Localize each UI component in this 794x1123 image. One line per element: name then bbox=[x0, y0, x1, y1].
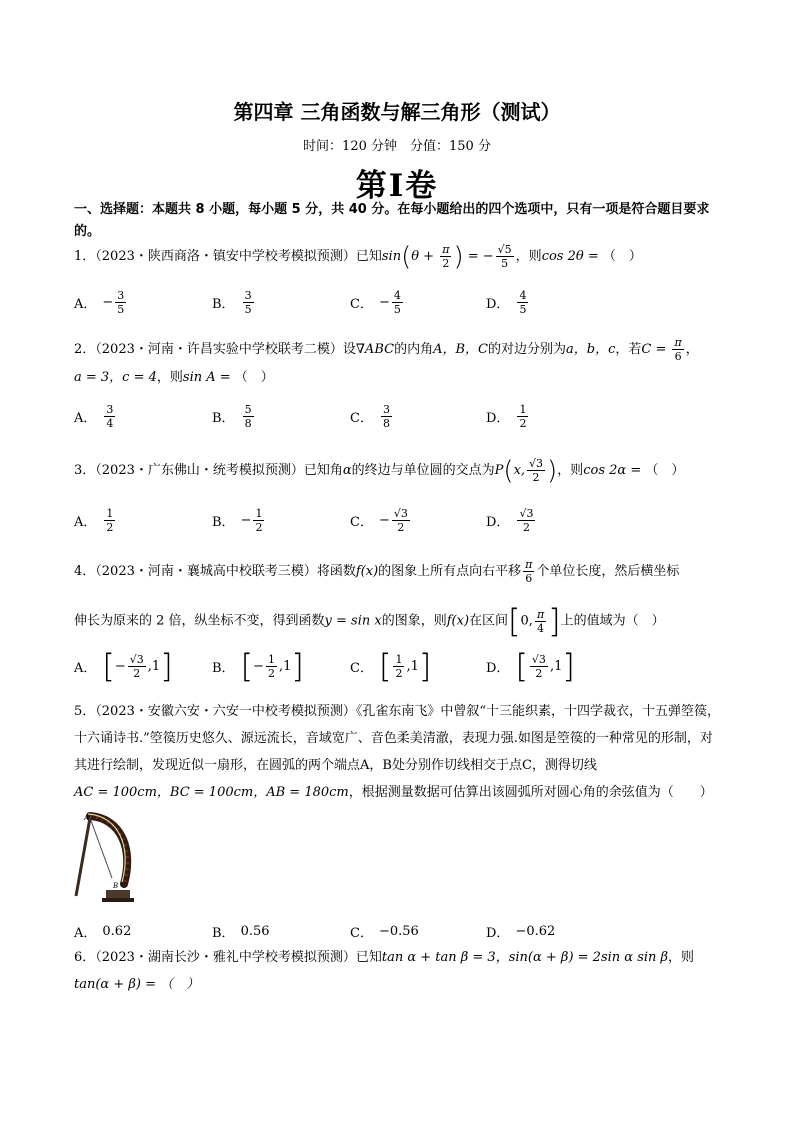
q3-option-d[interactable]: D． $\frac{√3}{2}$ bbox=[486, 506, 534, 534]
volume-heading: 第I卷 bbox=[355, 168, 439, 204]
q2-pi-over-6: $\frac{\pi}{6}$ bbox=[674, 336, 682, 363]
q2-option-b[interactable]: B． $\frac{5}{8}$ bbox=[212, 402, 252, 430]
q1-equals: = − bbox=[463, 249, 494, 264]
q1-option-b[interactable]: B． $\frac{3}{5}$ bbox=[212, 288, 252, 316]
konghou-harp-figure bbox=[72, 808, 142, 908]
q2-option-a[interactable]: A． $\frac{3}{4}$ bbox=[74, 402, 114, 430]
q4-option-c[interactable]: C． [ $\frac{1}{2}$ ,1 ] bbox=[350, 647, 432, 685]
q4-option-b[interactable]: B． [ − $\frac{1}{2}$ ,1 ] bbox=[212, 647, 304, 685]
question-6-stem-line1: 6．（2023・湖南长沙・雅礼中学校考模拟预测）已知tan α + tan β = 3，sin(α + β) = 2sin α sin β，则 bbox=[74, 950, 695, 965]
q1-option-c[interactable]: C． − $\frac{4}{5}$ bbox=[350, 288, 401, 316]
q1-end: = （ ） bbox=[583, 249, 642, 264]
q1-sqrt5-over-5: $\frac{√5}{5}$ bbox=[497, 243, 512, 270]
q5-option-a[interactable]: A． 0.62 bbox=[74, 923, 132, 941]
section-heading: 一、选择题：本题共 8 小题，每小题 5 分，共 40 分。在每小题给出的四个选项中，只有一项是符合题目要求的。 bbox=[74, 202, 710, 239]
q3-option-b[interactable]: B． − $\frac{1}{2}$ bbox=[212, 506, 263, 534]
q5-option-b[interactable]: B． 0.56 bbox=[212, 923, 270, 941]
question-1-options bbox=[74, 287, 734, 317]
figure-label-a: A bbox=[84, 814, 90, 822]
question-1-stem bbox=[74, 243, 642, 270]
q4-option-d[interactable]: D． [ $\frac{√3}{2}$ ,1 ] bbox=[486, 647, 575, 685]
figure-label-b: B bbox=[113, 882, 119, 890]
q2-triangle: ∇ABC bbox=[355, 342, 395, 357]
q2-option-c[interactable]: C． $\frac{3}{8}$ bbox=[350, 402, 390, 430]
time-score-info: 时间：120 分钟 分值：150 分 bbox=[303, 139, 491, 154]
q4-pi-over-6: $\frac{\pi}{6}$ bbox=[525, 558, 533, 585]
q1-prefix: 1．（2023・陕西商洛・镇安中学校考模拟预测）已知 bbox=[74, 249, 382, 264]
q1-sin: sin bbox=[381, 249, 402, 264]
q4-pi-over-4: $\frac{\pi}{4}$ bbox=[536, 607, 545, 635]
q1-pi-over-2: $\frac{\pi}{2}$ bbox=[442, 243, 450, 270]
question-2-stem-line1: 2．（2023・河南・许昌实验中学校联考二模）设∇ABC的内角A，B，C的对边分别为a，b，c，若C = $\frac{\pi}{6}$ ， bbox=[74, 336, 699, 363]
q1-left-paren: ( bbox=[401, 241, 412, 272]
question-4-options bbox=[74, 647, 734, 685]
question-4-stem-line1: 4．（2023・河南・襄城高中校联考三模）将函数f(x)的图象上所有点向右平移 $\frac{\pi}{6}$ 个单位长度，然后横坐标 bbox=[74, 558, 680, 585]
q1-option-d[interactable]: D． $\frac{4}{5}$ bbox=[486, 288, 527, 316]
q5-option-c[interactable]: C． −0.56 bbox=[350, 923, 419, 941]
question-3-options bbox=[74, 505, 734, 535]
question-4-stem-line2: 伸长为原来的 2 倍，纵坐标不变，得到函数y = sin x的图象，则f(x)在区间[0, $\frac{\pi}{4}$ ]上的值域为（ ） bbox=[74, 602, 665, 640]
q3-option-c[interactable]: C． − $\frac{√3}{2}$ bbox=[350, 506, 408, 534]
page-title: 第四章 三角函数与解三角形（测试） bbox=[233, 100, 561, 124]
q1-right-paren: ) bbox=[453, 241, 464, 272]
q4-option-a[interactable]: A． [ − $\frac{√3}{2}$ ,1 ] bbox=[74, 647, 173, 685]
question-6-stem-line2: tan(α + β) = （ ） bbox=[74, 977, 200, 992]
q3-option-a[interactable]: A． $\frac{1}{2}$ bbox=[74, 506, 114, 534]
q1-theta: θ + bbox=[411, 249, 439, 264]
question-2-stem-line2: a = 3，c = 4，则sin A = （ ） bbox=[74, 370, 274, 385]
q1-option-a[interactable]: A． − $\frac{3}{5}$ bbox=[74, 288, 125, 316]
q5-option-d[interactable]: D． −0.62 bbox=[486, 923, 556, 941]
q1-suffix: ，则 bbox=[515, 249, 542, 264]
q3-sqrt3-over-2: $\frac{√3}{2}$ bbox=[529, 457, 544, 484]
q2-option-d[interactable]: D． $\frac{1}{2}$ bbox=[486, 402, 527, 430]
question-2-options bbox=[74, 401, 734, 431]
question-5-options bbox=[74, 916, 734, 946]
q1-cos2theta: cos 2θ bbox=[541, 249, 584, 264]
question-5-stem: 5．（2023・安徽六安・六安一中校考模拟预测）《孔雀东南飞》中曾叙“十三能织素，十四学裁衣，十五弹箜篌，十六诵诗书.”箜篌历史悠久、源远流长，音域宽广、音色柔美清澈，表现力强.如图是箜篌的一种常见的形制，对其进行绘制，发现近似一扇形，在圆弧的两个端点A，B处分别作切线相交于点C，测得切线 AC = 100cm，BC = 100cm，AB = 180cm，根据测量数据可估算出该圆弧所对圆心角的余弦值为（ ） bbox=[74, 704, 721, 800]
question-3-stem: 3．（2023・广东佛山・统考模拟预测）已知角α的终边与单位圆的交点为P(x, $\frac{√3}{2}$ )，则cos 2α = （ ） bbox=[74, 455, 685, 486]
